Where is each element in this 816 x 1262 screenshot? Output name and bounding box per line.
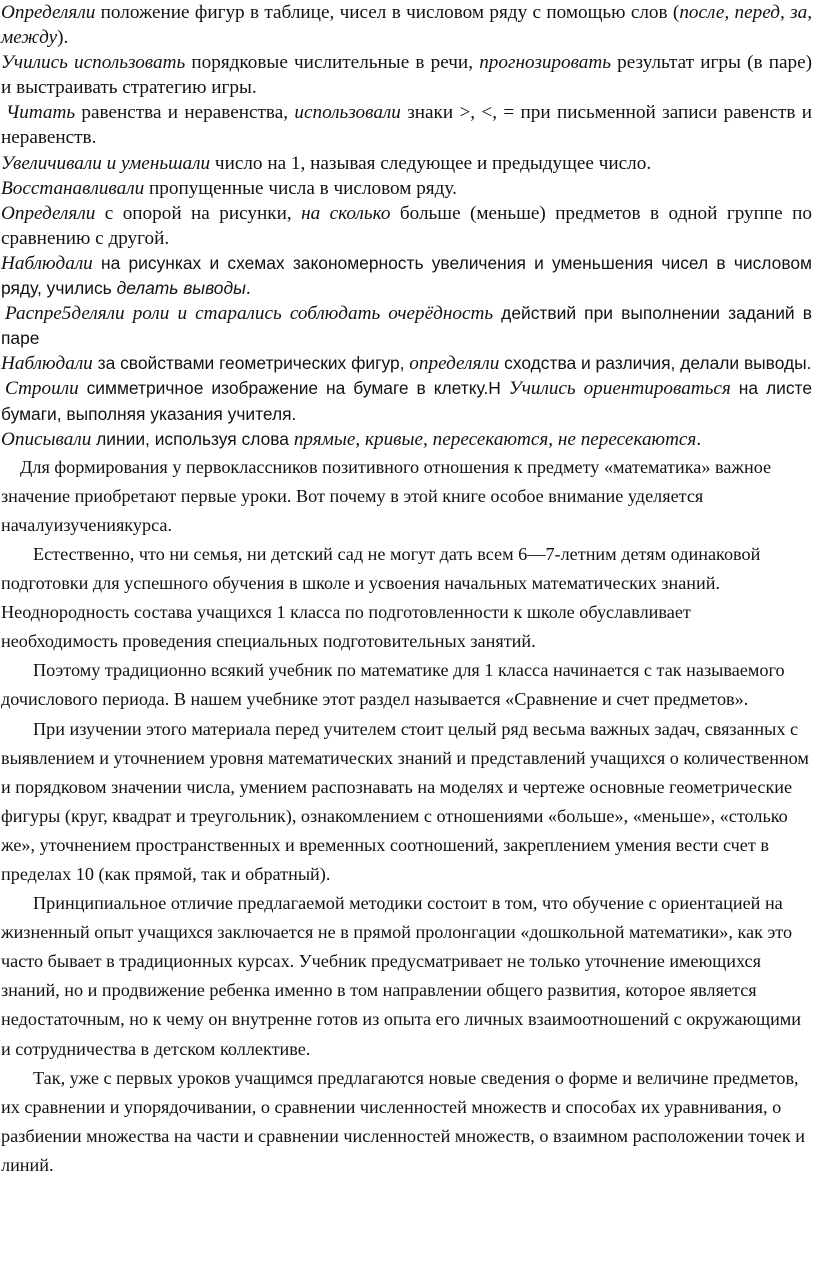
body-paragraph: Принципиальное отличие предлагаемой методики состоит в том, что обучение с ориентацией на жизненный опыт учащихся заключается не в прямой пролонгации «дошкольной математики», как это часто бывает в традиционных курсах. Учебник предусматривает не только уточнение имеющихся знаний, но и продвижение ребенка именно в том направлении общего развития, которое является недостаточным, но к чему он внутренне готов из опыта его личных взаимоотношений с окружающими и сотрудничества в детском коллективе. bbox=[1, 893, 802, 1059]
body-paragraph: Для формирования у первоклассников позитивного отношения к предмету «математика» важное значение приобретают первые уроки. Вот почему в этой книге особое внимание уделяется началуизучениякурса. bbox=[1, 456, 772, 535]
body-text bbox=[1, 453, 812, 1180]
objective-item: Читать равенства и неравенства, использовали знаки >, <, = при письменной записи равенств и неравенств. bbox=[1, 102, 813, 149]
objective-item: Восстанавливали пропущенные числа в числовом ряду. bbox=[1, 177, 457, 199]
body-paragraph: Естественно, что ни семья, ни детский сад не могут дать всем 6—7-летним детям одинаковой подготовки для успешного обучения в школе и усвоения начальных математических знаний. Неоднородность состава учащихся 1 класса по подготовленности к школе обуславливает необходимость проведения специальных подготовительных занятий. bbox=[1, 543, 761, 652]
objective-verb: Наблюдали bbox=[1, 353, 93, 375]
objective-item: Учились использовать порядковые числительные в речи, прогнозировать результат игры (в паре) и выстраивать стратегию игры. bbox=[1, 52, 812, 99]
objective-verb: Читать bbox=[6, 102, 76, 124]
objective-verb: Строили bbox=[5, 378, 79, 400]
objective-item: Наблюдали на рисунках и схемах закономерность увеличения и уменьшения чисел в числовом ряду, учились делать выводы. bbox=[1, 252, 812, 300]
objective-verb: Определяли bbox=[1, 202, 96, 224]
objective-verb: Описывали bbox=[1, 428, 92, 450]
objective-verb: Восстанавливали bbox=[1, 177, 145, 199]
objective-verb: Определяли bbox=[1, 2, 96, 23]
objective-item: Увеличивали и уменьшали число на 1, называя следующее и предыдущее число. bbox=[1, 152, 652, 174]
objective-item: Определяли положение фигур в таблице, чисел в числовом ряду с помощью слов (после, перед, за, между). bbox=[1, 2, 812, 49]
objective-item: Описывали линии, используя слова прямые, кривые, пересекаются, не пересекаются. bbox=[1, 428, 702, 450]
body-paragraph: Поэтому традиционно всякий учебник по математике для 1 класса начинается с так называемого дочислового периода. В нашем учебнике этот раздел называется «Сравнение и счет предметов». bbox=[1, 660, 785, 710]
objective-item: Распре5деляли роли и старались соблюдать очерёдность действий при выполнении заданий в паре bbox=[1, 303, 812, 349]
objective-verb: Распре5деляли роли и старались соблюдать очерёдность bbox=[5, 303, 494, 325]
objective-item: Определяли с опорой на рисунки, на сколько больше (меньше) предметов в одной группе по сравнению с другой. bbox=[1, 202, 812, 249]
objective-verb: Наблюдали bbox=[1, 252, 93, 274]
objective-verb: Учились использовать bbox=[1, 52, 186, 74]
body-paragraph: При изучении этого материала перед учителем стоит целый ряд весьма важных задач, связанных с выявлением и уточнением уровня математических знаний и представлений учащихся о количественном и порядковом значении числа, умением распознавать на моделях и чертеже основные геометрические фигуры (круг, квадрат и треугольник), ознакомлением с отношениями «больше», «меньше», «столько же», уточнением пространственных и временных соотношений, закреплением умения вести счет в пределах 10 (как прямой, так и обратный). bbox=[1, 718, 809, 884]
body-paragraph: Так, уже с первых уроков учащимся предлагаются новые сведения о форме и величине предметов, их сравнении и упорядочивании, о сравнении численностей множеств и способах их уравнивания, о разбиении множества на части и сравнении численностей множеств, о взаимном расположении точек и линий. bbox=[1, 1067, 805, 1175]
objectives-list bbox=[1, 0, 812, 452]
objective-item: Наблюдали за свойствами геометрических фигур, определяли сходства и различия, делали выводы. bbox=[1, 353, 812, 375]
objective-item: Строили симметричное изображение на бумаге в клетку.Н Учились ориентироваться на листе бумаги, выполняя указания учителя. bbox=[1, 378, 812, 424]
objective-verb: Увеличивали и уменьшали bbox=[1, 152, 211, 174]
